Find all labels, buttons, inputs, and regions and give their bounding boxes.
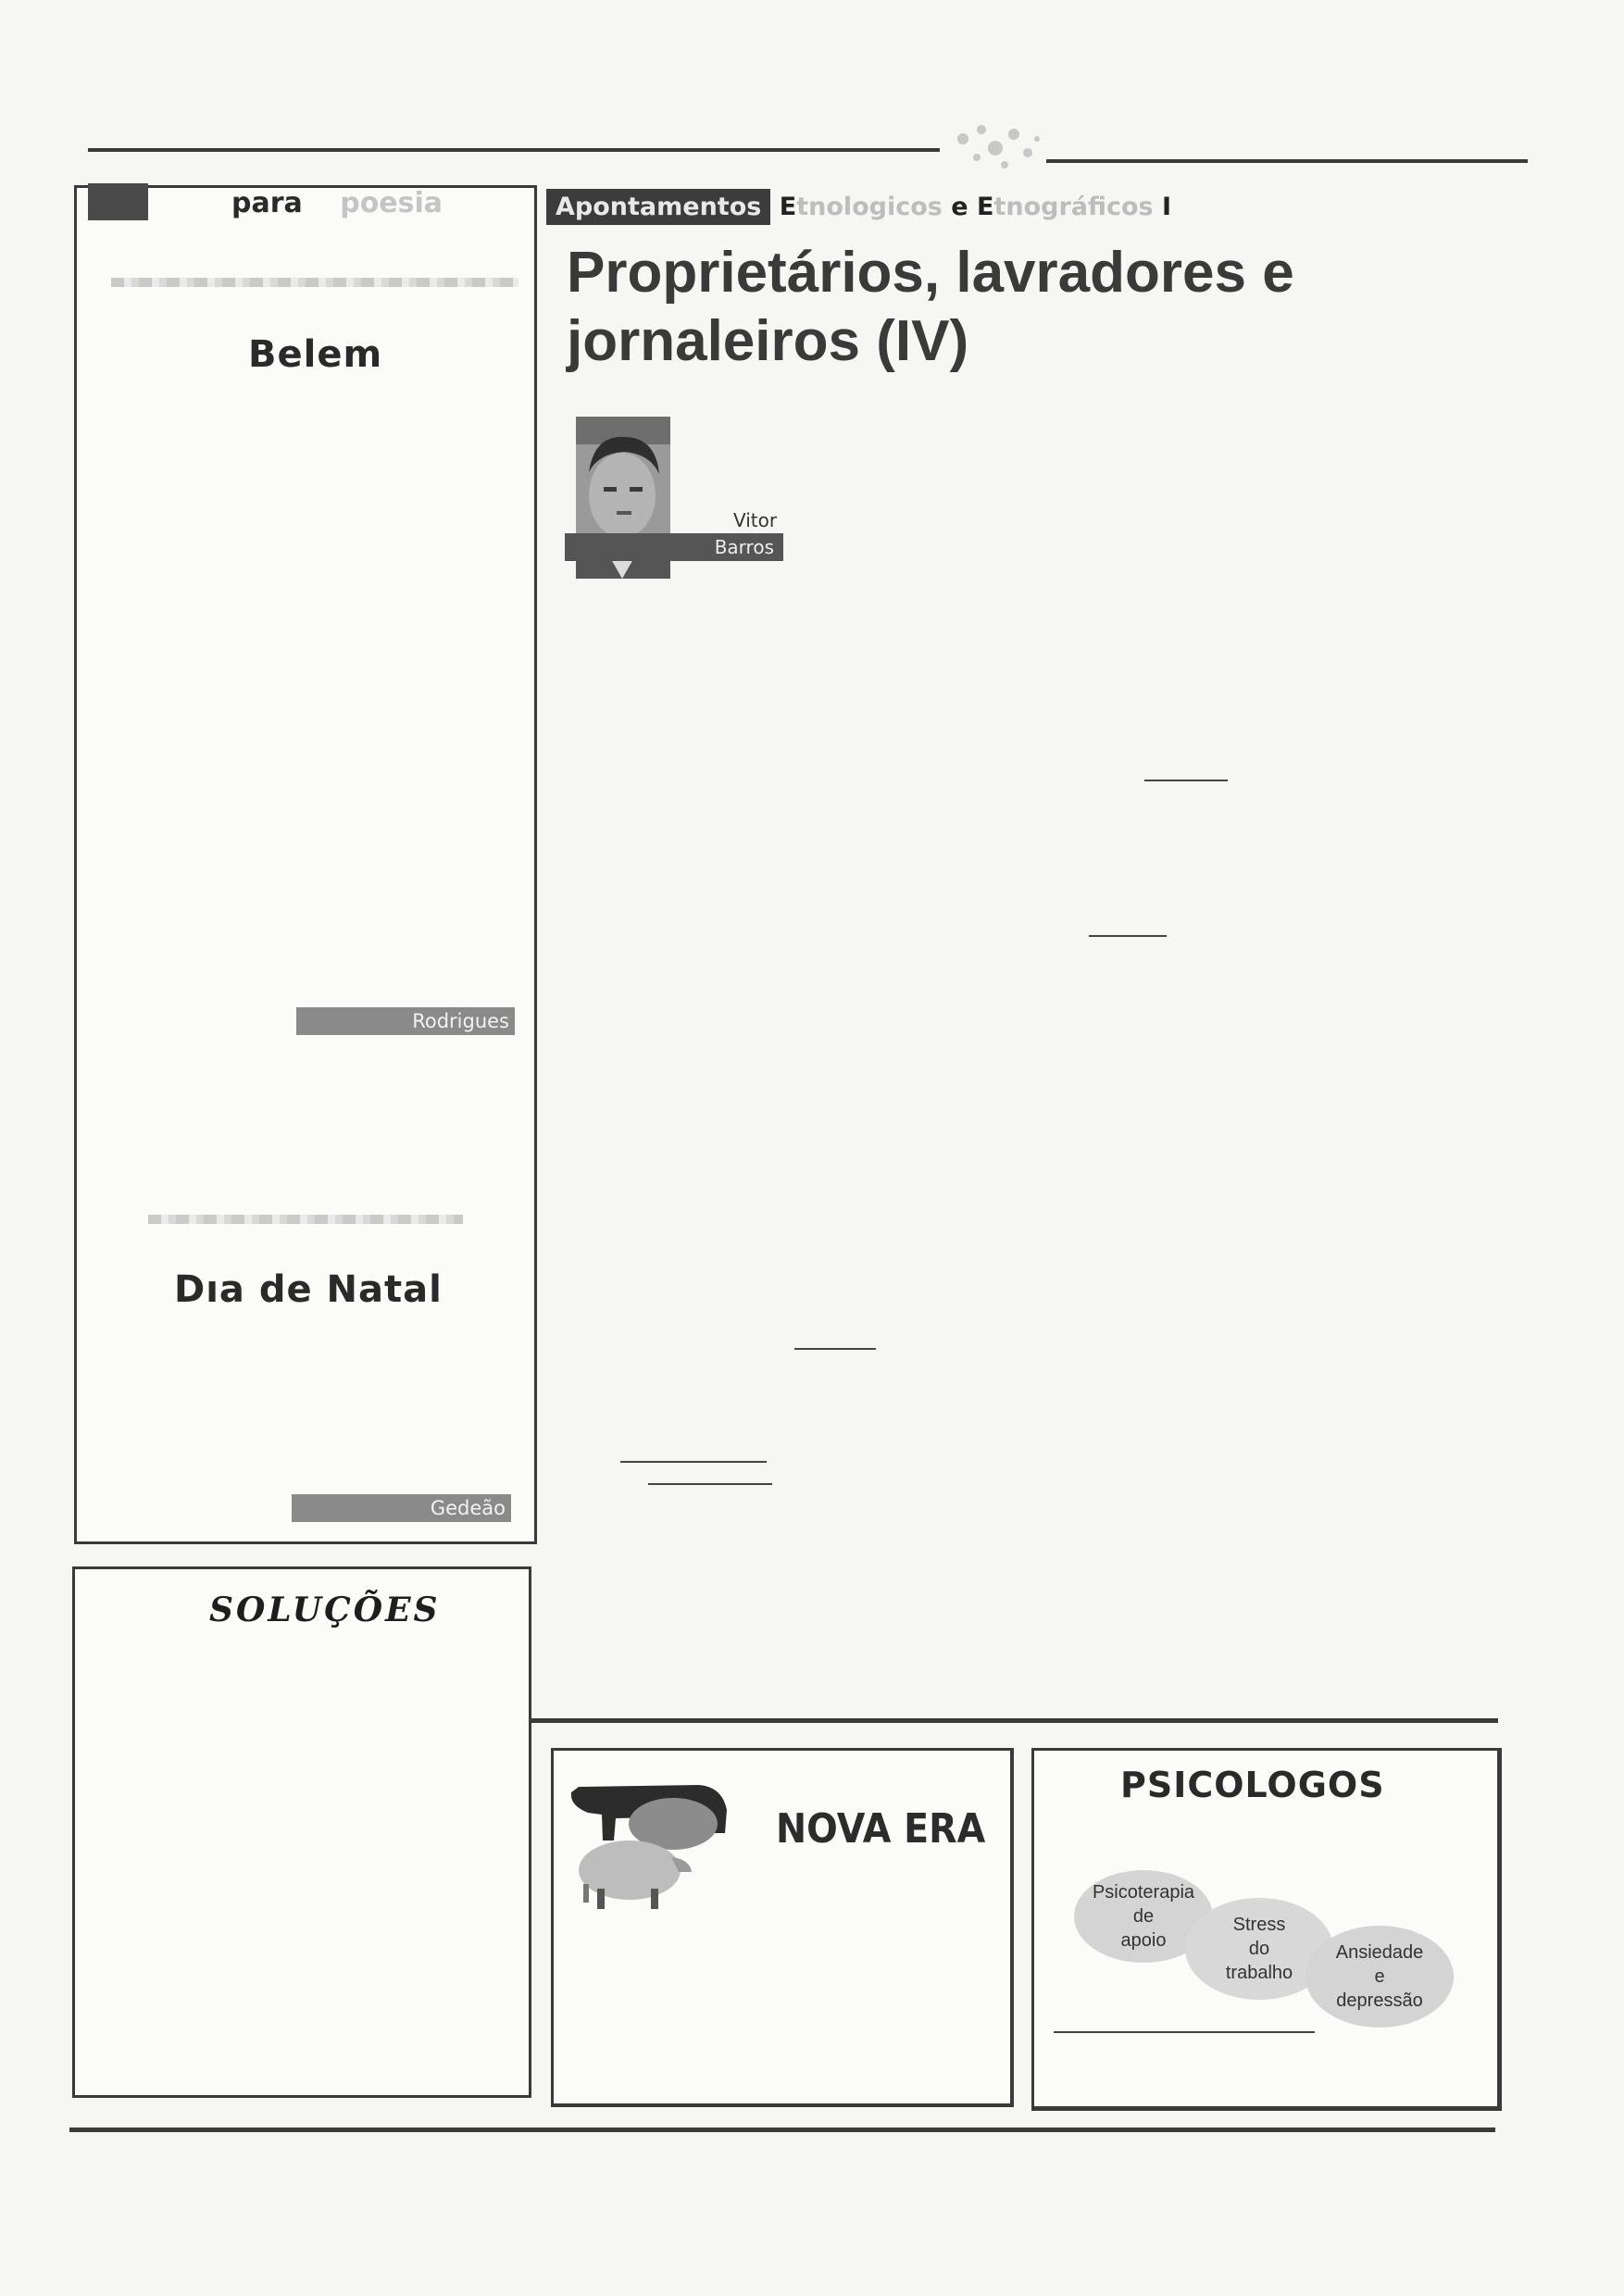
article-title-line-1: Proprietários, lavradores e (567, 241, 1294, 305)
poem1-title: Belem (248, 333, 383, 376)
solutions-box (72, 1566, 531, 2098)
ads-separator (531, 1718, 1498, 1723)
nova-era-name: NOVA ERA (776, 1805, 986, 1853)
poetry-box (74, 185, 537, 1544)
article-line-1 (1144, 780, 1228, 781)
kicker-faint-1: tnologicos (796, 193, 943, 221)
poetry-header (231, 187, 443, 219)
bubble-2-line-3: trabalho (1225, 1963, 1293, 1983)
header-word-poesia: poesia (340, 187, 443, 219)
bubble-ansiedade (1305, 1926, 1454, 2028)
article-title-line-2: jornaleiros (IV) (567, 309, 969, 373)
psicologos-title: PSICOLOGOS (1120, 1765, 1385, 1805)
psicologos-rule (1054, 2031, 1315, 2033)
poetry-header-badge (88, 183, 148, 220)
kicker-e2: e E (951, 193, 994, 221)
poem2-rule (148, 1215, 463, 1224)
article-line-4 (620, 1461, 767, 1463)
article-line-2 (1089, 935, 1167, 937)
poem2-author: Gedeão (292, 1494, 511, 1522)
article-line-3 (794, 1348, 876, 1350)
bubble-2-line-1: Stress (1232, 1915, 1286, 1935)
article-kicker (546, 189, 1171, 226)
top-rule-left (88, 148, 940, 152)
bubble-1-line-3: apoio (1120, 1930, 1167, 1951)
bubble-3-line-3: depressão (1336, 1990, 1423, 2011)
article-line-5 (648, 1483, 772, 1485)
author-first-name: Vitor (733, 509, 778, 531)
poem1-author: Rodrigues (296, 1007, 515, 1035)
bubble-3-line-2: e (1374, 1966, 1385, 1987)
header-word-para: para (231, 187, 303, 219)
article-title (567, 239, 1294, 376)
bottom-rule (69, 2128, 1495, 2132)
top-rule-right (1046, 159, 1528, 163)
poem2-title: Dıa de Natal (174, 1268, 443, 1311)
farm-animals-icon (560, 1768, 745, 1916)
poem1-rule (111, 278, 518, 287)
bubble-1-line-1: Psicoterapia (1092, 1882, 1195, 1903)
kicker-faint-2: tnográficos (993, 193, 1154, 221)
bubble-1-line-2: de (1132, 1906, 1155, 1927)
kicker-i: I (1162, 193, 1172, 221)
kicker-e: E (779, 193, 797, 221)
author-last-name: Barros (565, 533, 783, 561)
ornament-icon (926, 111, 1065, 185)
solutions-title: SOLUÇÕES (209, 1591, 441, 1629)
kicker-highlight: Apontamentos (546, 189, 770, 225)
bubble-2-line-2: do (1248, 1939, 1270, 1959)
bubble-3-line-1: Ansiedade (1335, 1942, 1424, 1963)
